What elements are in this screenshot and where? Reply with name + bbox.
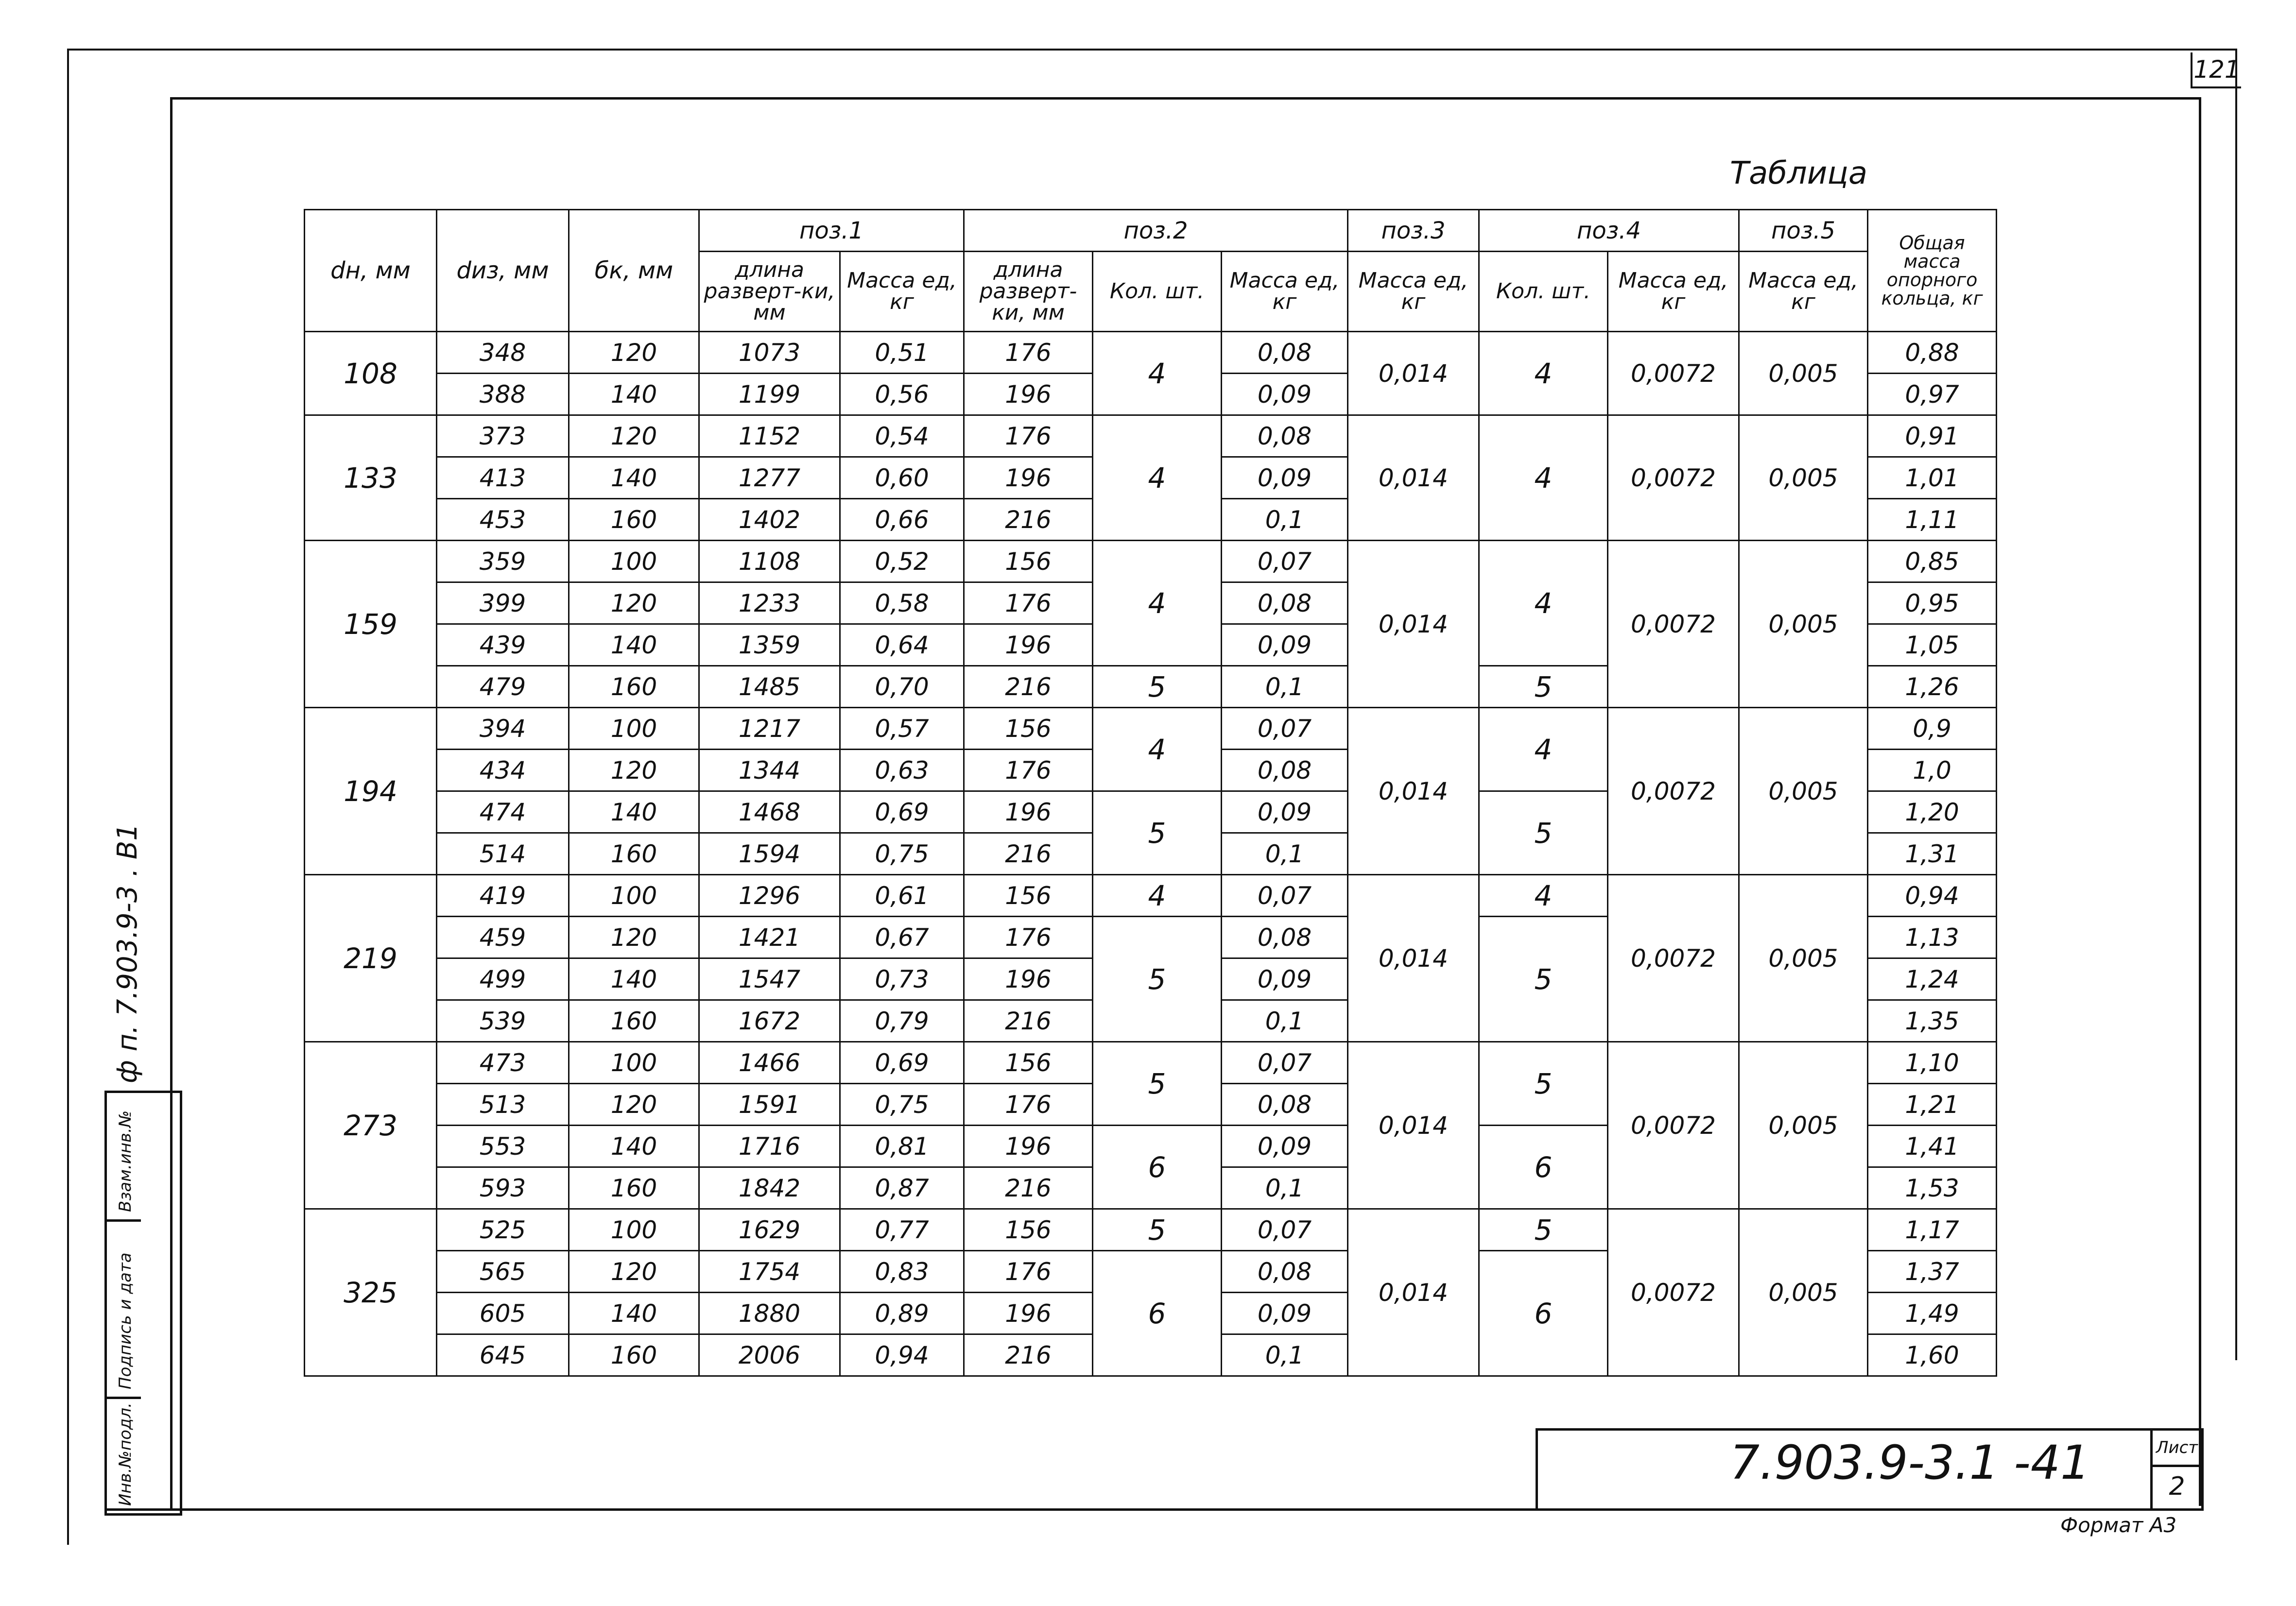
cell-len1: 1547	[699, 958, 840, 1000]
cell-len1: 1754	[699, 1251, 840, 1293]
cell-qty4: 5	[1479, 666, 1608, 708]
cell-bk: 140	[569, 791, 699, 833]
cell-diz: 474	[437, 791, 569, 833]
cell-len2: 196	[964, 1293, 1093, 1334]
cell-total: 1,37	[1868, 1251, 1997, 1293]
cell-len1: 1217	[699, 708, 840, 750]
cell-mass1: 0,69	[840, 1042, 964, 1084]
cell-qty2: 4	[1093, 415, 1222, 541]
cell-bk: 100	[569, 708, 699, 750]
cell-len2: 196	[964, 958, 1093, 1000]
header-pos2: поз.2	[964, 210, 1348, 252]
cell-qty2: 4	[1093, 875, 1222, 917]
cell-qty4: 6	[1479, 1251, 1608, 1376]
cell-len2: 216	[964, 1000, 1093, 1042]
cell-total: 1,13	[1868, 917, 1997, 958]
cell-bk: 140	[569, 624, 699, 666]
cell-len1: 1402	[699, 499, 840, 541]
cell-diz: 394	[437, 708, 569, 750]
cell-len1: 1880	[699, 1293, 840, 1334]
cell-qty4: 4	[1479, 332, 1608, 415]
table-row	[305, 332, 1997, 374]
cell-dn: 325	[305, 1209, 437, 1376]
cell-bk: 100	[569, 541, 699, 582]
cell-total: 1,10	[1868, 1042, 1997, 1084]
cell-mass1: 0,81	[840, 1126, 964, 1167]
cell-mass3: 0,014	[1348, 415, 1479, 541]
cell-total: 1,26	[1868, 666, 1997, 708]
cell-bk: 120	[569, 917, 699, 958]
cell-len1: 1073	[699, 332, 840, 374]
cell-total: 1,17	[1868, 1209, 1997, 1251]
cell-len2: 176	[964, 917, 1093, 958]
table-body	[305, 332, 1997, 1376]
cell-len2: 176	[964, 332, 1093, 374]
cell-bk: 160	[569, 1000, 699, 1042]
cell-bk: 120	[569, 582, 699, 624]
frame-right-outer	[2235, 49, 2237, 1360]
header-pos5-mass: Масса ед, кг	[1739, 252, 1868, 332]
cell-mass3: 0,014	[1348, 541, 1479, 708]
cell-qty4: 6	[1479, 1126, 1608, 1209]
cell-bk: 160	[569, 833, 699, 875]
cell-mass5: 0,005	[1739, 1042, 1868, 1209]
cell-mass4: 0,0072	[1608, 1042, 1739, 1209]
cell-len1: 2006	[699, 1334, 840, 1376]
cell-mass2: 0,09	[1222, 1293, 1348, 1334]
cell-qty4: 4	[1479, 415, 1608, 541]
side-cell-inv-orig	[107, 1399, 141, 1511]
cell-len2: 176	[964, 415, 1093, 457]
frame-top-outer	[68, 49, 2235, 51]
cell-len2: 216	[964, 1167, 1093, 1209]
cell-len1: 1629	[699, 1209, 840, 1251]
cell-len2: 216	[964, 833, 1093, 875]
header-pos1: поз.1	[699, 210, 964, 252]
cell-mass1: 0,75	[840, 1084, 964, 1126]
cell-mass2: 0,07	[1222, 1042, 1348, 1084]
cell-len1: 1233	[699, 582, 840, 624]
cell-mass1: 0,89	[840, 1293, 964, 1334]
header-total: Общая масса опорного кольца, кг	[1868, 210, 1997, 332]
cell-len1: 1277	[699, 457, 840, 499]
cell-len2: 176	[964, 1084, 1093, 1126]
table-row	[305, 415, 1997, 457]
cell-qty2: 4	[1093, 708, 1222, 791]
cell-mass2: 0,09	[1222, 1126, 1348, 1167]
cell-qty4: 4	[1479, 708, 1608, 791]
cell-dn: 194	[305, 708, 437, 875]
cell-mass1: 0,64	[840, 624, 964, 666]
cell-dn: 219	[305, 875, 437, 1042]
cell-len1: 1466	[699, 1042, 840, 1084]
cell-mass2: 0,09	[1222, 374, 1348, 415]
header-pos1-mass: Масса ед, кг	[840, 252, 964, 332]
cell-mass4: 0,0072	[1608, 875, 1739, 1042]
cell-qty2: 5	[1093, 917, 1222, 1042]
cell-qty4: 4	[1479, 541, 1608, 666]
cell-mass1: 0,57	[840, 708, 964, 750]
cell-diz: 419	[437, 875, 569, 917]
cell-diz: 399	[437, 582, 569, 624]
cell-mass4: 0,0072	[1608, 332, 1739, 415]
side-sign: Подпись и дата	[116, 1252, 135, 1389]
cell-diz: 434	[437, 750, 569, 791]
cell-mass1: 0,75	[840, 833, 964, 875]
cell-len2: 196	[964, 791, 1093, 833]
cell-dn: 133	[305, 415, 437, 541]
cell-mass3: 0,014	[1348, 875, 1479, 1042]
cell-diz: 388	[437, 374, 569, 415]
cell-bk: 120	[569, 1251, 699, 1293]
cell-diz: 373	[437, 415, 569, 457]
cell-mass1: 0,54	[840, 415, 964, 457]
cell-diz: 348	[437, 332, 569, 374]
cell-mass1: 0,51	[840, 332, 964, 374]
cell-total: 0,97	[1868, 374, 1997, 415]
cell-qty2: 6	[1093, 1251, 1222, 1376]
cell-len1: 1152	[699, 415, 840, 457]
cell-mass4: 0,0072	[1608, 1209, 1739, 1376]
cell-bk: 160	[569, 499, 699, 541]
cell-mass3: 0,014	[1348, 708, 1479, 875]
cell-len2: 196	[964, 624, 1093, 666]
cell-len1: 1842	[699, 1167, 840, 1209]
cell-mass1: 0,77	[840, 1209, 964, 1251]
cell-len2: 156	[964, 1042, 1093, 1084]
cell-mass2: 0,1	[1222, 1167, 1348, 1209]
cell-mass5: 0,005	[1739, 708, 1868, 875]
cell-total: 1,05	[1868, 624, 1997, 666]
cell-total: 1,11	[1868, 499, 1997, 541]
cell-mass5: 0,005	[1739, 415, 1868, 541]
cell-bk: 140	[569, 374, 699, 415]
cell-mass2: 0,07	[1222, 708, 1348, 750]
cell-len1: 1485	[699, 666, 840, 708]
side-cell-sign	[107, 1222, 141, 1399]
cell-mass1: 0,67	[840, 917, 964, 958]
cell-mass2: 0,07	[1222, 1209, 1348, 1251]
cell-total: 1,01	[1868, 457, 1997, 499]
cell-bk: 160	[569, 1334, 699, 1376]
cell-mass2: 0,1	[1222, 666, 1348, 708]
cell-len2: 156	[964, 708, 1093, 750]
cell-mass1: 0,94	[840, 1334, 964, 1376]
cell-len1: 1421	[699, 917, 840, 958]
header-pos3-mass: Масса ед, кг	[1348, 252, 1479, 332]
side-cell-inv	[107, 1093, 141, 1222]
cell-mass1: 0,63	[840, 750, 964, 791]
table-row	[305, 541, 1997, 582]
cell-mass1: 0,52	[840, 541, 964, 582]
cell-total: 1,53	[1868, 1167, 1997, 1209]
table-caption: Таблица	[1730, 155, 1868, 191]
cell-dn: 159	[305, 541, 437, 708]
cell-len2: 176	[964, 582, 1093, 624]
cell-diz: 525	[437, 1209, 569, 1251]
cell-len2: 156	[964, 541, 1093, 582]
cell-len2: 196	[964, 457, 1093, 499]
cell-diz: 593	[437, 1167, 569, 1209]
cell-qty2: 5	[1093, 1042, 1222, 1126]
cell-mass2: 0,08	[1222, 917, 1348, 958]
cell-bk: 160	[569, 1167, 699, 1209]
header-pos3: поз.3	[1348, 210, 1479, 252]
side-stamp	[104, 1091, 182, 1516]
cell-mass2: 0,07	[1222, 875, 1348, 917]
table-row	[305, 875, 1997, 917]
cell-mass3: 0,014	[1348, 332, 1479, 415]
cell-mass2: 0,1	[1222, 499, 1348, 541]
cell-diz: 553	[437, 1126, 569, 1167]
table-row	[305, 1209, 1997, 1251]
header-pos2-mass: Масса ед, кг	[1222, 252, 1348, 332]
cell-total: 0,85	[1868, 541, 1997, 582]
cell-bk: 120	[569, 1084, 699, 1126]
cell-mass5: 0,005	[1739, 541, 1868, 708]
spec-table	[304, 209, 1997, 1377]
cell-total: 1,41	[1868, 1126, 1997, 1167]
format-label: Формат А3	[2060, 1513, 2177, 1537]
cell-dn: 273	[305, 1042, 437, 1209]
cell-bk: 140	[569, 457, 699, 499]
cell-len2: 216	[964, 499, 1093, 541]
header-diz: dиз, мм	[437, 210, 569, 332]
cell-mass2: 0,08	[1222, 332, 1348, 374]
cell-total: 1,35	[1868, 1000, 1997, 1042]
cell-mass4: 0,0072	[1608, 415, 1739, 541]
side-inv-orig: Инв.№подл.	[116, 1402, 135, 1506]
cell-len2: 176	[964, 750, 1093, 791]
cell-len1: 1594	[699, 833, 840, 875]
side-code: ф п. 7.903.9-3 . В1	[112, 823, 143, 1083]
header-row-1	[305, 210, 1997, 252]
cell-bk: 140	[569, 1293, 699, 1334]
cell-diz: 359	[437, 541, 569, 582]
cell-diz: 439	[437, 624, 569, 666]
document-code: 7.903.9-3.1 -41	[1730, 1435, 2090, 1490]
cell-mass1: 0,79	[840, 1000, 964, 1042]
cell-dn: 108	[305, 332, 437, 415]
cell-qty2: 5	[1093, 791, 1222, 875]
header-pos4-mass: Масса ед, кг	[1608, 252, 1739, 332]
cell-total: 1,20	[1868, 791, 1997, 833]
cell-mass2: 0,1	[1222, 833, 1348, 875]
cell-total: 1,31	[1868, 833, 1997, 875]
cell-mass5: 0,005	[1739, 1209, 1868, 1376]
sheet-box	[2150, 1428, 2204, 1511]
cell-diz: 473	[437, 1042, 569, 1084]
cell-mass5: 0,005	[1739, 875, 1868, 1042]
header-bk: бк, мм	[569, 210, 699, 332]
cell-len1: 1672	[699, 1000, 840, 1042]
header-pos2-qty: Кол. шт.	[1093, 252, 1222, 332]
cell-qty4: 5	[1479, 1209, 1608, 1251]
cell-total: 1,49	[1868, 1293, 1997, 1334]
cell-len1: 1716	[699, 1126, 840, 1167]
cell-diz: 499	[437, 958, 569, 1000]
cell-diz: 513	[437, 1084, 569, 1126]
frame-left-outer	[67, 49, 69, 1545]
cell-mass2: 0,09	[1222, 791, 1348, 833]
cell-qty2: 5	[1093, 1209, 1222, 1251]
cell-len2: 176	[964, 1251, 1093, 1293]
cell-mass5: 0,005	[1739, 332, 1868, 415]
header-pos5: поз.5	[1739, 210, 1868, 252]
header-pos2-length: длина разверт-ки, мм	[964, 252, 1093, 332]
cell-mass1: 0,66	[840, 499, 964, 541]
cell-qty2: 4	[1093, 541, 1222, 666]
header-pos4: поз.4	[1479, 210, 1739, 252]
cell-diz: 645	[437, 1334, 569, 1376]
cell-bk: 120	[569, 415, 699, 457]
header-pos4-qty: Кол. шт.	[1479, 252, 1608, 332]
cell-qty4: 5	[1479, 1042, 1608, 1126]
cell-len1: 1199	[699, 374, 840, 415]
cell-total: 0,88	[1868, 332, 1997, 374]
cell-mass2: 0,09	[1222, 958, 1348, 1000]
cell-len2: 156	[964, 875, 1093, 917]
cell-bk: 160	[569, 666, 699, 708]
cell-mass4: 0,0072	[1608, 708, 1739, 875]
side-inv: Взам.инв.№	[116, 1110, 135, 1212]
cell-total: 0,95	[1868, 582, 1997, 624]
cell-len1: 1591	[699, 1084, 840, 1126]
cell-diz: 413	[437, 457, 569, 499]
cell-mass4: 0,0072	[1608, 541, 1739, 708]
cell-mass1: 0,60	[840, 457, 964, 499]
cell-qty4: 5	[1479, 917, 1608, 1042]
cell-mass1: 0,58	[840, 582, 964, 624]
cell-diz: 453	[437, 499, 569, 541]
cell-len2: 216	[964, 666, 1093, 708]
cell-bk: 120	[569, 332, 699, 374]
cell-total: 0,9	[1868, 708, 1997, 750]
cell-mass2: 0,09	[1222, 624, 1348, 666]
frame-right-inner	[2199, 97, 2201, 1506]
sheet-label: Лист	[2153, 1431, 2201, 1467]
cell-len1: 1359	[699, 624, 840, 666]
cell-total: 1,24	[1868, 958, 1997, 1000]
cell-mass1: 0,70	[840, 666, 964, 708]
cell-len2: 156	[964, 1209, 1093, 1251]
cell-len1: 1108	[699, 541, 840, 582]
cell-total: 1,0	[1868, 750, 1997, 791]
page-number: 121	[2191, 52, 2241, 88]
cell-len1: 1296	[699, 875, 840, 917]
header-dn: dн, мм	[305, 210, 437, 332]
cell-bk: 140	[569, 958, 699, 1000]
cell-qty2: 5	[1093, 666, 1222, 708]
cell-mass2: 0,08	[1222, 750, 1348, 791]
cell-mass2: 0,07	[1222, 541, 1348, 582]
cell-mass2: 0,08	[1222, 582, 1348, 624]
cell-mass3: 0,014	[1348, 1042, 1479, 1209]
cell-bk: 100	[569, 1209, 699, 1251]
cell-mass1: 0,83	[840, 1251, 964, 1293]
table-row	[305, 708, 1997, 750]
cell-mass2: 0,1	[1222, 1000, 1348, 1042]
cell-len2: 216	[964, 1334, 1093, 1376]
cell-diz: 459	[437, 917, 569, 958]
cell-total: 1,21	[1868, 1084, 1997, 1126]
cell-diz: 565	[437, 1251, 569, 1293]
cell-total: 1,60	[1868, 1334, 1997, 1376]
cell-mass1: 0,69	[840, 791, 964, 833]
cell-mass2: 0,08	[1222, 415, 1348, 457]
cell-diz: 479	[437, 666, 569, 708]
sheet-number: 2	[2169, 1472, 2185, 1501]
cell-len2: 196	[964, 1126, 1093, 1167]
cell-mass1: 0,56	[840, 374, 964, 415]
cell-total: 0,94	[1868, 875, 1997, 917]
cell-mass2: 0,1	[1222, 1334, 1348, 1376]
header-pos1-length: длина разверт-ки, мм	[699, 252, 840, 332]
cell-mass2: 0,08	[1222, 1251, 1348, 1293]
cell-len2: 196	[964, 374, 1093, 415]
cell-diz: 514	[437, 833, 569, 875]
cell-diz: 539	[437, 1000, 569, 1042]
cell-bk: 120	[569, 750, 699, 791]
cell-total: 0,91	[1868, 415, 1997, 457]
cell-bk: 140	[569, 1126, 699, 1167]
cell-diz: 605	[437, 1293, 569, 1334]
cell-qty2: 6	[1093, 1126, 1222, 1209]
cell-bk: 100	[569, 1042, 699, 1084]
cell-qty2: 4	[1093, 332, 1222, 415]
cell-mass1: 0,87	[840, 1167, 964, 1209]
cell-len1: 1344	[699, 750, 840, 791]
cell-mass3: 0,014	[1348, 1209, 1479, 1376]
table-row	[305, 1042, 1997, 1084]
cell-mass1: 0,73	[840, 958, 964, 1000]
cell-mass2: 0,09	[1222, 457, 1348, 499]
cell-qty4: 5	[1479, 791, 1608, 875]
cell-qty4: 4	[1479, 875, 1608, 917]
cell-bk: 100	[569, 875, 699, 917]
cell-len1: 1468	[699, 791, 840, 833]
frame-top-inner	[170, 97, 2201, 100]
cell-mass2: 0,08	[1222, 1084, 1348, 1126]
cell-mass1: 0,61	[840, 875, 964, 917]
